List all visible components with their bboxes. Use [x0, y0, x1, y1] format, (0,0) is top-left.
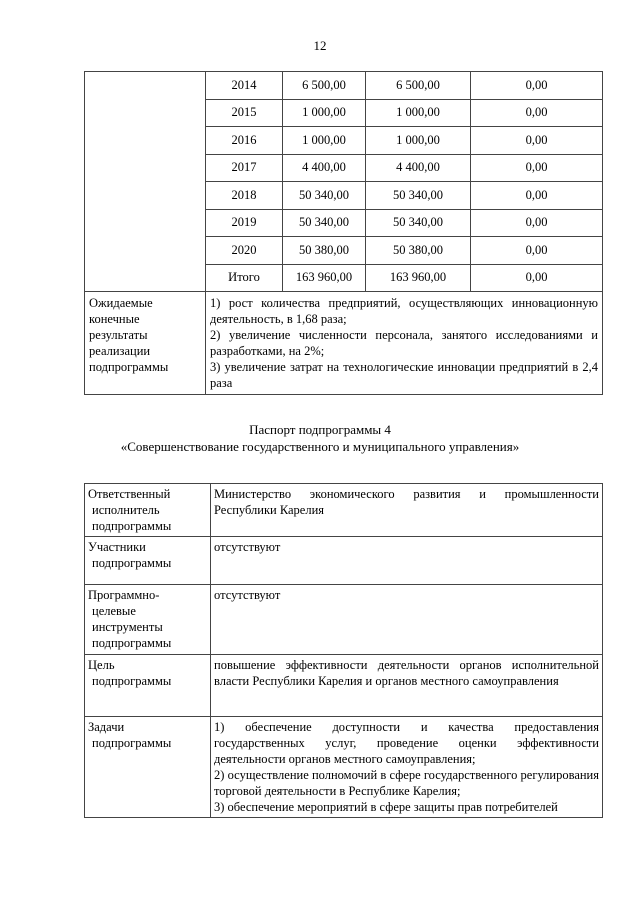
- funding-total: 1 000,00: [283, 127, 366, 155]
- results-label-line: реализации: [89, 344, 151, 358]
- passport-label-line: подпрограммы: [92, 636, 172, 650]
- passport-label: [85, 655, 211, 717]
- funding-year: 2018: [206, 182, 283, 210]
- passport-label-line: Программно-: [88, 588, 160, 602]
- funding-year: 2019: [206, 209, 283, 237]
- passport-row: [85, 717, 603, 818]
- funding-total: 4 400,00: [283, 154, 366, 182]
- passport-value-text: отсутствуют: [214, 540, 281, 554]
- passport-label: [85, 537, 211, 585]
- funding-other: 0,00: [471, 182, 603, 210]
- results-label: [85, 292, 206, 395]
- results-label-line: Ожидаемые: [89, 296, 153, 310]
- funding-label-cell: [85, 72, 206, 292]
- funding-total: 50 340,00: [283, 209, 366, 237]
- passport-label-line: подпрограммы: [92, 519, 172, 533]
- funding-budget: 6 500,00: [366, 72, 471, 100]
- passport-value: [211, 484, 603, 537]
- funding-year: 2017: [206, 154, 283, 182]
- results-row: [85, 292, 603, 395]
- passport-label-line: Ответственный: [88, 487, 171, 501]
- funding-other: 0,00: [471, 264, 603, 292]
- funding-year: 2016: [206, 127, 283, 155]
- funding-other: 0,00: [471, 72, 603, 100]
- passport-value: [211, 717, 603, 818]
- passport-value-text: Министерство экономического развития и промышленности Республики Карелия: [214, 487, 599, 517]
- passport-label-line: подпрограммы: [92, 736, 172, 750]
- passport-title-line-1: Паспорт подпрограммы 4: [249, 422, 391, 437]
- funding-total: 50 380,00: [283, 237, 366, 265]
- passport-row: [85, 655, 603, 717]
- task-item: 2) осуществление полномочий в сфере государственного регулирования торговой деятельности в Республике Карелия;: [214, 768, 599, 798]
- passport-label: [85, 585, 211, 655]
- passport-value-text: отсутствуют: [214, 588, 281, 602]
- funding-budget: 4 400,00: [366, 154, 471, 182]
- passport-value: [211, 537, 603, 585]
- passport-row: [85, 484, 603, 537]
- result-item: 3) увеличение затрат на технологические инновации предприятий в 2,4 раза: [210, 360, 598, 390]
- passport-label-line: целевые: [92, 604, 136, 618]
- passport-label-line: подпрограммы: [92, 674, 172, 688]
- passport-row: [85, 537, 603, 585]
- passport-label-line: инструменты: [92, 620, 163, 634]
- passport-value: [211, 585, 603, 655]
- funding-budget: 1 000,00: [366, 99, 471, 127]
- funding-year: 2020: [206, 237, 283, 265]
- passport-label-line: Задачи: [88, 720, 125, 734]
- funding-year: Итого: [206, 264, 283, 292]
- funding-total: 50 340,00: [283, 182, 366, 210]
- funding-total: 1 000,00: [283, 99, 366, 127]
- funding-other: 0,00: [471, 154, 603, 182]
- results-text: [206, 292, 603, 395]
- funding-other: 0,00: [471, 209, 603, 237]
- funding-other: 0,00: [471, 99, 603, 127]
- results-label-line: подпрограммы: [89, 360, 169, 374]
- passport-label-line: подпрограммы: [92, 556, 172, 570]
- result-item: 2) увеличение численности персонала, занятого исследованиями и разработками, на 2%;: [210, 328, 598, 358]
- funding-budget: 50 340,00: [366, 182, 471, 210]
- page-number: 12: [313, 38, 327, 53]
- passport-row: [85, 585, 603, 655]
- passport-table: [84, 483, 603, 818]
- funding-total: 163 960,00: [283, 264, 366, 292]
- passport-label-line: исполнитель: [92, 503, 160, 517]
- funding-other: 0,00: [471, 237, 603, 265]
- results-label-line: результаты: [89, 328, 148, 342]
- passport-label-line: Участники: [88, 540, 146, 554]
- funding-total: 6 500,00: [283, 72, 366, 100]
- passport-label: [85, 484, 211, 537]
- funding-budget: 1 000,00: [366, 127, 471, 155]
- task-item: 3) обеспечение мероприятий в сфере защиты прав потребителей: [214, 800, 558, 814]
- passport-label: [85, 717, 211, 818]
- funding-other: 0,00: [471, 127, 603, 155]
- funding-year: 2015: [206, 99, 283, 127]
- funding-year: 2014: [206, 72, 283, 100]
- funding-budget: 50 340,00: [366, 209, 471, 237]
- funding-table: [84, 71, 603, 395]
- results-label-line: конечные: [89, 312, 140, 326]
- passport-title: [0, 421, 640, 455]
- result-item: 1) рост количества предприятий, осуществляющих инновационную деятельность, в 1,68 раза;: [210, 296, 598, 326]
- passport-title-line-2: «Совершенствование государственного и муниципального управления»: [120, 439, 520, 454]
- passport-value-text: повышение эффективности деятельности органов исполнительной власти Республики Карелия и органов местного самоуправления: [214, 658, 599, 688]
- passport-label-line: Цель: [88, 658, 115, 672]
- passport-value: [211, 655, 603, 717]
- funding-row: [85, 72, 603, 100]
- task-item: 1) обеспечение доступности и качества предоставления государственных услуг, проведение оценки эффективности деятельности органов местного самоуправления;: [214, 720, 599, 766]
- funding-budget: 50 380,00: [366, 237, 471, 265]
- funding-budget: 163 960,00: [366, 264, 471, 292]
